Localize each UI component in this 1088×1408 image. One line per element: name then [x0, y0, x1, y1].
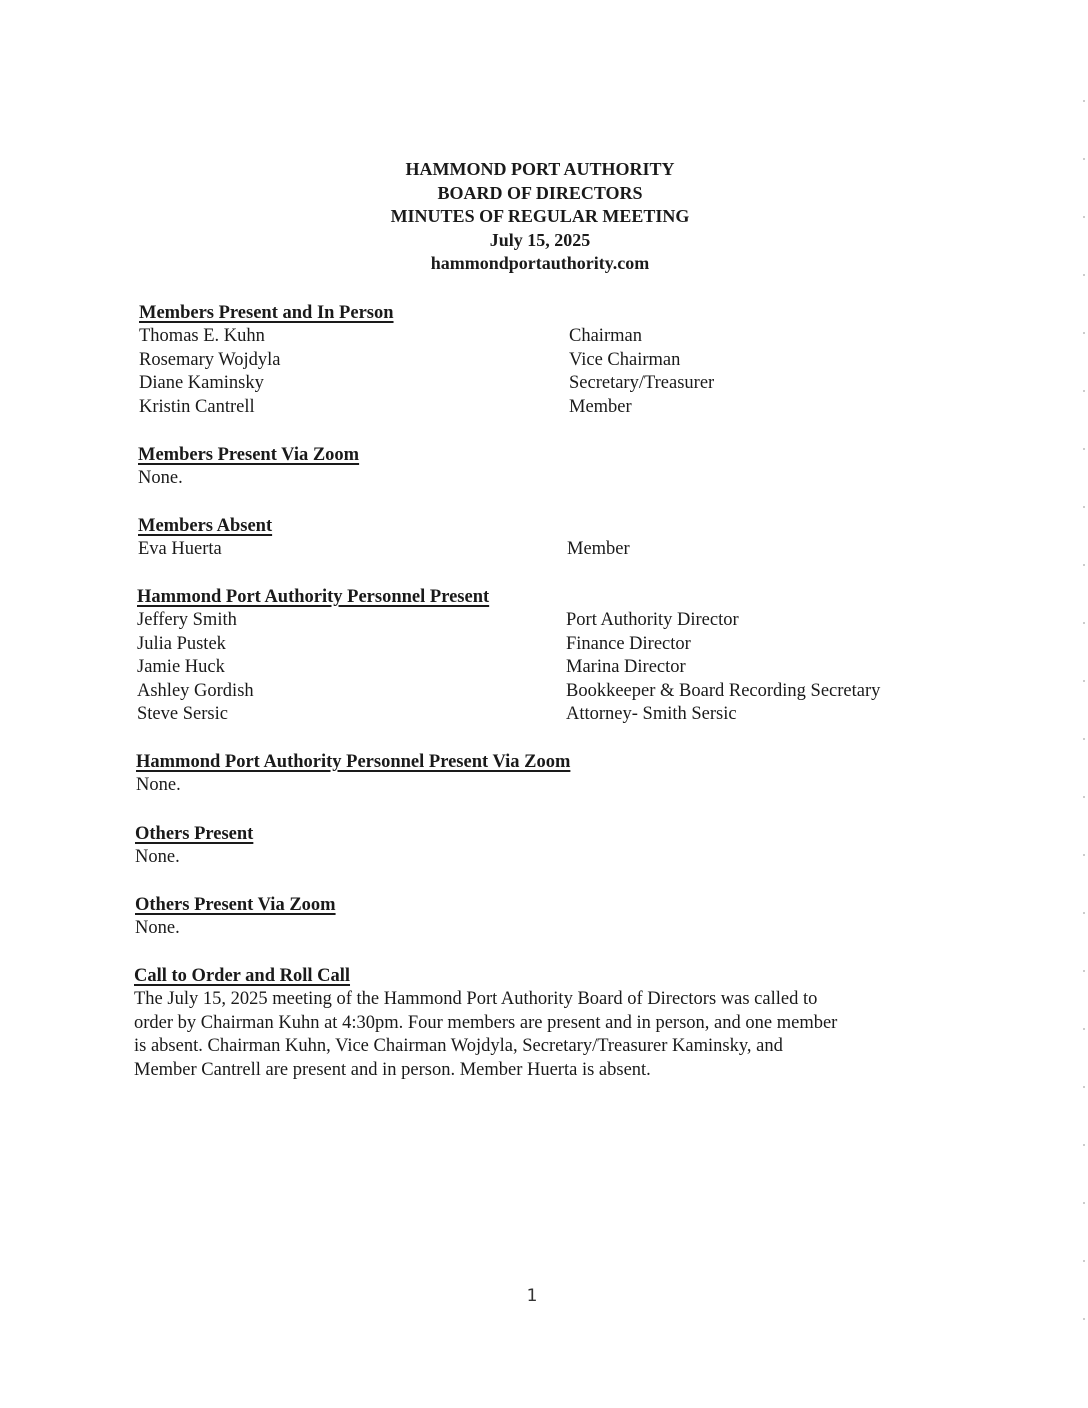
section-title: Others Present Via Zoom — [135, 895, 336, 915]
header-organization: HAMMOND PORT AUTHORITY — [405, 159, 675, 179]
member-role: Secretary/Treasurer — [569, 373, 715, 393]
header-meeting-type: MINUTES OF REGULAR MEETING — [390, 206, 690, 226]
call-to-order-paragraph — [134, 988, 934, 1082]
personnel-row — [137, 680, 937, 704]
personnel-row — [137, 656, 937, 680]
personnel-name: Jeffery Smith — [137, 610, 237, 630]
header-website: hammondportauthority.com — [430, 253, 650, 273]
paragraph-line: The July 15, 2025 meeting of the Hammond Port Authority Board of Directors was called to — [134, 989, 818, 1009]
personnel-row — [137, 633, 937, 657]
others-zoom-section — [135, 893, 935, 941]
member-role: Chairman — [569, 326, 642, 346]
members-zoom-section — [138, 443, 938, 491]
scan-edge-marks — [1083, 100, 1085, 1350]
personnel-row — [137, 703, 937, 727]
section-text: None. — [138, 468, 183, 488]
member-name: Diane Kaminsky — [139, 373, 264, 393]
call-to-order-section — [134, 964, 934, 1082]
member-row — [139, 349, 939, 373]
section-title: Hammond Port Authority Personnel Present — [137, 587, 490, 607]
member-row — [139, 396, 939, 420]
section-text: None. — [135, 847, 180, 867]
section-text: None. — [136, 775, 181, 795]
member-role: Vice Chairman — [569, 349, 681, 370]
personnel-name: Ashley Gordish — [137, 680, 254, 701]
section-text: None. — [135, 918, 180, 938]
section-title: Members Present and In Person — [139, 303, 394, 323]
personnel-role: Marina Director — [566, 657, 686, 677]
header-board: BOARD OF DIRECTORS — [437, 182, 643, 203]
section-title: Hammond Port Authority Personnel Present Via Zoom — [136, 752, 571, 772]
personnel-role: Finance Director — [566, 633, 691, 654]
personnel-role: Attorney- Smith Sersic — [566, 704, 737, 724]
personnel-present-section — [137, 585, 937, 727]
personnel-role: Port Authority Director — [566, 610, 739, 630]
personnel-row — [137, 609, 937, 633]
page-number: 1 — [526, 1286, 538, 1306]
member-name: Eva Huerta — [138, 539, 222, 559]
personnel-role: Bookkeeper & Board Recording Secretary — [566, 680, 881, 701]
personnel-name: Steve Sersic — [137, 704, 228, 724]
personnel-zoom-section — [136, 750, 936, 798]
section-title: Others Present — [135, 824, 254, 844]
member-name: Kristin Cantrell — [139, 396, 255, 417]
members-absent-section — [138, 514, 938, 562]
paragraph-line: order by Chairman Kuhn at 4:30pm. Four members are present and in person, and one member — [134, 1012, 838, 1033]
members-present-section — [139, 301, 939, 419]
paragraph-line: Member Cantrell are present and in person. Member Huerta is absent. — [134, 1059, 651, 1080]
personnel-name: Julia Pustek — [137, 633, 226, 654]
personnel-name: Jamie Huck — [137, 657, 225, 677]
others-present-section — [135, 822, 935, 870]
document-header — [0, 158, 1080, 276]
member-name: Rosemary Wojdyla — [139, 349, 281, 370]
header-date: July 15, 2025 — [489, 229, 591, 250]
section-title: Members Present Via Zoom — [138, 445, 360, 465]
member-role: Member — [567, 539, 630, 559]
section-title: Members Absent — [138, 516, 273, 536]
member-row — [139, 372, 939, 396]
member-name: Thomas E. Kuhn — [139, 326, 265, 346]
section-title: Call to Order and Roll Call — [134, 966, 351, 986]
member-role: Member — [569, 396, 632, 417]
member-row — [138, 538, 938, 562]
paragraph-line: is absent. Chairman Kuhn, Vice Chairman Wojdyla, Secretary/Treasurer Kaminsky, and — [134, 1036, 783, 1057]
member-row — [139, 325, 939, 349]
